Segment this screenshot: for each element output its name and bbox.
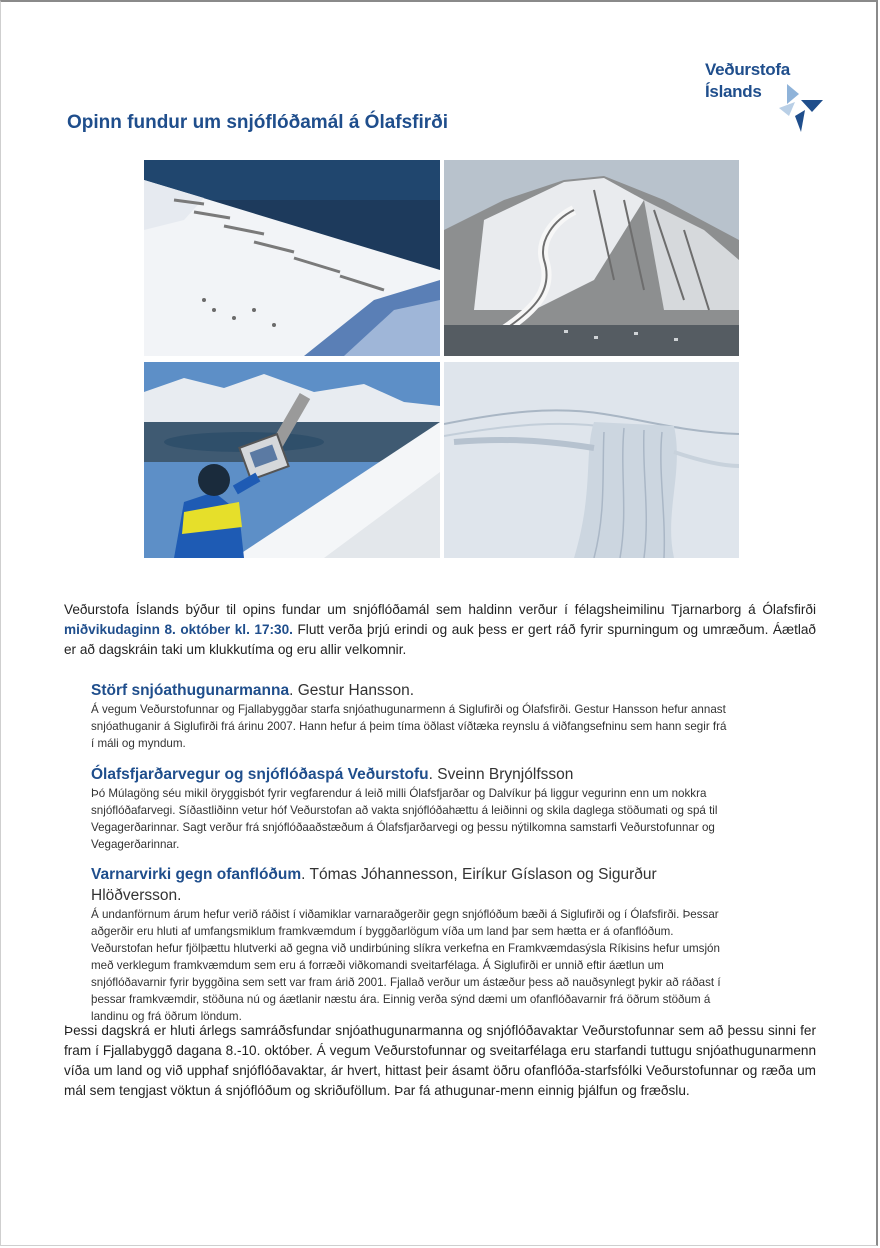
intro-text-2: Flutt verða þrjú erindi og auk þess er gert ráð fyrir spurningum og umræðum. Áætlað er að dagskráin taki um klukkutíma og eru allir velkomnir. [64,622,816,657]
photo-avalanche-fences [144,160,440,356]
talk-title: Störf snjóathugunarmanna [91,682,290,699]
meeting-date-highlight: miðvikudaginn 8. október kl. 17:30. [64,622,293,637]
talk-3 [91,864,731,1025]
talk-1 [91,680,731,752]
photo-mountain-deflector [444,160,739,356]
document-title: Opinn fundur um snjóflóðamál á Ólafsfirði [67,112,449,133]
talk-description: Á undanförnum árum hefur verið ráðist í viðamiklar varnaraðgerðir gegn snjóflóðum bæði á Siglufirði og í Ólafsfirði. Þessar aðgerðir eru hluti af umfangsmiklum framkvæmdum í byggðarlögum víða um land þar sem hætta er á ofanflóðum. Veðurstofan hefur fjölþættu hlutverki að gegna við undirbúning slíkra verkefna en Framkvæmdasýsla Ríkisins hefur umsjón með verklegum framkvæmdum sem eru á forræði viðkomandi sveitarfélaga. Á Siglufirði er unnið eftir áætlun um snjóflóðavarnir fyrir byggðina sem sett var fram árið 2001. Fjallað verður um ástæður þess að nauðsynlegt þykir að ráðast í þessar framkvæmdir, stöðuna nú og áætlanir næstu ára. Einnig verða sýnd dæmi um ofanflóðavarnir frá öðrum stöðum á landinu og frá öðrum löndum. [91,908,721,1023]
intro-text-1: Veðurstofa Íslands býður til opins fundar um snjóflóðamál sem haldinn verður í félagsheimilinu Tjarnarborg á Ólafsfirði [64,602,816,617]
logo-line-2: Íslands [705,82,762,101]
talk-title: Varnarvirki gegn ofanflóðum [91,866,302,883]
talk-speaker: . Tómas Jóhannesson, Eiríkur Gíslason og Sigurður Hlöðversson. [91,866,657,904]
talk-description: Á vegum Veðurstofunnar og Fjallabyggðar starfa snjóathugunarmenn á Siglufirði og Ólafsfirði. Gestur Hansson hefur annast snjóathuganir á Siglufirði frá árinu 2007. Hann hefur á þeim tíma öðlast víðtæka reynslu á viðfangsefninu sem hann segir frá í máli og myndum. [91,703,727,750]
talk-speaker: . Gestur Hansson. [289,682,414,699]
vedurstofa-logo [705,60,825,140]
talk-2 [91,764,731,853]
talk-description: Þó Múlagöng séu mikil öryggisbót fyrir vegfarendur á leið milli Ólafsfjarðar og Dalvíkur þá liggur vegurinn enn um nokkra snjóflóðafarvegi. Síðastliðinn vetur hóf Veðurstofan að vakta snjóflóðahættu á leiðinni og skila daglega stöðumati og spá til Vegagerðarinnar. Sagt verður frá snjóflóðaaðstæðum á Ólafsfjarðarvegi og þessu nýtilkomna samstarfi Veðurstofunnar og Vegagerðarinnar. [91,787,718,851]
logo-line-1: Veðurstofa [705,60,790,79]
closing-paragraph: Þessi dagskrá er hluti árlegs samráðsfundar snjóathugunarmanna og snjóflóðavaktar Veðurstofunnar sem að þessu sinni fer fram í Fjallabyggð dagana 8.-10. október. Á vegum Veðurstofunnar og sveitarfélaga eru starfandi tuttugu snjóathugunarmenn víða um land og við upphaf snjóflóðavaktar, ár hvert, hittast þeir ásamt öðru ofanflóða-starfsfólki Veðurstofunnar og ræða um mál sem tengjast vöktun á snjóflóðum og skriðuföllum. Þar fá athugunar-menn einnig þjálfun og fræðslu. [64,1023,816,1098]
logo-triangles-icon [765,80,825,136]
photo-worker-station [144,362,440,558]
intro-paragraph [64,600,816,660]
talk-speaker: . Sveinn Brynjólfsson [428,766,574,783]
photo-avalanche-debris [444,362,739,558]
talk-title: Ólafsfjarðarvegur og snjóflóðaspá Veðurstofu [91,766,429,783]
